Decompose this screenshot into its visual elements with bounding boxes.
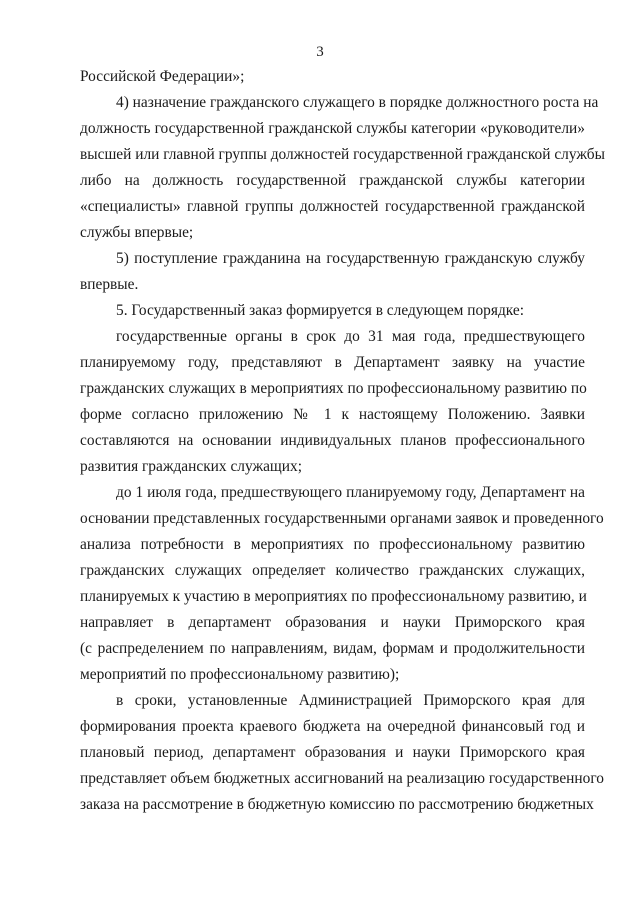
text-line: впервые. — [80, 276, 139, 293]
text-line: мероприятий по профессиональному развитию); — [80, 666, 400, 683]
text-line: направляет в департамент образования и науки Приморского края — [80, 614, 585, 631]
text-line: до 1 июля года, предшествующего планируемому году, Департамент на — [116, 484, 585, 501]
text-line: 5) поступление гражданина на государственную гражданскую службу — [116, 250, 585, 267]
text-line: планируемому году, представляют в Департамент заявку на участие — [80, 354, 585, 371]
text-line: формирования проекта краевого бюджета на очередной финансовый год и — [80, 718, 585, 735]
text-line: плановый период, департамент образования и науки Приморского края — [80, 744, 585, 761]
text-line: составляются на основании индивидуальных планов профессионального — [80, 432, 585, 449]
page-number: 3 — [316, 44, 324, 60]
text-line: форме согласно приложению № 1 к настоящему Положению. Заявки — [80, 406, 585, 423]
text-line: гражданских служащих в мероприятиях по профессиональному развитию по — [80, 380, 587, 397]
text-line: планируемых к участию в мероприятиях по профессиональному развитию, и — [80, 588, 587, 605]
text-line: Российской Федерации»; — [80, 68, 245, 85]
text-line: представляет объем бюджетных ассигнований на реализацию государственного — [80, 770, 604, 787]
text-line: заказа на рассмотрение в бюджетную комиссию по рассмотрению бюджетных — [80, 796, 594, 813]
text-line: гражданских служащих определяет количество гражданских служащих, — [80, 562, 585, 579]
text-line: либо на должность государственной гражданской службы категории — [80, 172, 585, 189]
text-line: анализа потребности в мероприятиях по профессиональному развитию — [80, 536, 585, 553]
text-line: государственные органы в срок до 31 мая года, предшествующего — [116, 328, 585, 345]
text-line: высшей или главной группы должностей государственной гражданской службы — [80, 146, 605, 163]
text-line: службы впервые; — [80, 224, 194, 241]
text-line: 4) назначение гражданского служащего в порядке должностного роста на — [116, 94, 599, 111]
text-line: развития гражданских служащих; — [80, 458, 302, 475]
text-line: должность государственной гражданской службы категории «руководители» — [80, 120, 585, 137]
text-line: 5. Государственный заказ формируется в следующем порядке: — [116, 302, 524, 319]
text-line: (с распределением по направлениям, видам, формам и продолжительности — [80, 640, 585, 657]
text-line: основании представленных государственными органами заявок и проведенного — [80, 510, 604, 527]
text-line: в сроки, установленные Администрацией Приморского края для — [116, 692, 585, 709]
text-line: «специалисты» главной группы должностей государственной гражданской — [80, 198, 585, 215]
